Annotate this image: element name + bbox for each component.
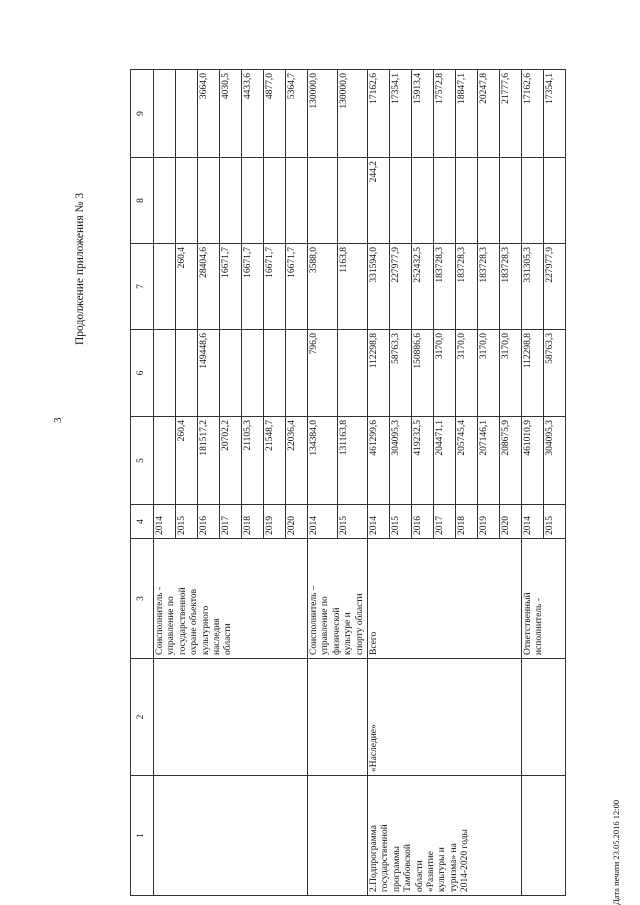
local-cell xyxy=(411,158,433,244)
total-cell: 304095,3 xyxy=(543,417,565,505)
table-row xyxy=(154,70,176,896)
regional-cell: 16671,7 xyxy=(286,244,308,330)
local-cell xyxy=(286,158,308,244)
other-cell: 15913,4 xyxy=(411,70,433,158)
regional-cell: 16671,7 xyxy=(264,244,286,330)
year-cell: 2017 xyxy=(433,505,455,539)
other-cell: 17354,1 xyxy=(543,70,565,158)
table-row xyxy=(367,70,389,896)
other-cell: 130000,0 xyxy=(308,70,338,158)
year-cell: 2018 xyxy=(455,505,477,539)
local-cell xyxy=(264,158,286,244)
column-header: 9 xyxy=(131,70,154,158)
total-cell: 21548,7 xyxy=(264,417,286,505)
subprogram-cell xyxy=(367,659,521,776)
other-cell: 17354,1 xyxy=(389,70,411,158)
federal-cell: 112298,8 xyxy=(521,330,543,417)
regional-cell: 183728,3 xyxy=(499,244,521,330)
regional-cell: 227977,9 xyxy=(543,244,565,330)
federal-cell: 3170,0 xyxy=(455,330,477,417)
total-cell xyxy=(154,417,176,505)
local-cell xyxy=(198,158,220,244)
executor-cell xyxy=(521,539,565,659)
local-cell: 244,2 xyxy=(367,158,389,244)
program-name-cell xyxy=(308,776,368,896)
other-cell: 17572,8 xyxy=(433,70,455,158)
other-cell xyxy=(176,70,198,158)
column-header: 4 xyxy=(131,505,154,539)
other-cell: 130000,0 xyxy=(337,70,367,158)
regional-cell: 331594,0 xyxy=(367,244,389,330)
federal-cell: 3170,0 xyxy=(477,330,499,417)
total-cell: 22036,4 xyxy=(286,417,308,505)
year-cell: 2014 xyxy=(154,505,176,539)
other-cell: 3664,0 xyxy=(198,70,220,158)
year-cell: 2020 xyxy=(499,505,521,539)
executor-cell xyxy=(308,539,368,659)
year-cell: 2014 xyxy=(367,505,389,539)
federal-cell: 3170,0 xyxy=(499,330,521,417)
document-title: Продолжение приложения № 3 xyxy=(74,192,86,345)
year-cell: 2015 xyxy=(389,505,411,539)
cell-text: Ответственный исполнитель - xyxy=(522,592,545,655)
federal-cell: 150886,6 xyxy=(411,330,433,417)
column-header: 2 xyxy=(131,659,154,776)
cell-text: Соисполнитель – управление по физической культуре и спорту области xyxy=(309,585,365,655)
other-cell: 4030,5 xyxy=(220,70,242,158)
total-cell: 461299,6 xyxy=(367,417,389,505)
total-cell: 131163,8 xyxy=(337,417,367,505)
regional-cell: 183728,3 xyxy=(455,244,477,330)
local-cell xyxy=(543,158,565,244)
local-cell xyxy=(308,158,338,244)
local-cell xyxy=(477,158,499,244)
program-name-cell xyxy=(154,776,308,896)
executor-cell xyxy=(367,539,521,659)
local-cell xyxy=(176,158,198,244)
local-cell xyxy=(337,158,367,244)
header-row xyxy=(131,70,154,896)
year-cell: 2019 xyxy=(264,505,286,539)
local-cell xyxy=(433,158,455,244)
year-cell: 2017 xyxy=(220,505,242,539)
regional-cell: 252432,5 xyxy=(411,244,433,330)
total-cell: 207146,1 xyxy=(477,417,499,505)
local-cell xyxy=(242,158,264,244)
total-cell: 20702,2 xyxy=(220,417,242,505)
federal-cell: 796,0 xyxy=(308,330,338,417)
federal-cell: 149448,6 xyxy=(198,330,220,417)
subprogram-cell xyxy=(308,659,368,776)
other-cell: 17162,6 xyxy=(521,70,543,158)
budget-table xyxy=(130,69,566,896)
other-cell: 21777,6 xyxy=(499,70,521,158)
year-cell: 2020 xyxy=(286,505,308,539)
federal-cell xyxy=(286,330,308,417)
year-cell: 2015 xyxy=(543,505,565,539)
other-cell: 17162,6 xyxy=(367,70,389,158)
local-cell xyxy=(389,158,411,244)
regional-cell: 1163,8 xyxy=(337,244,367,330)
total-cell: 204471,1 xyxy=(433,417,455,505)
page-number: 3 xyxy=(52,417,64,423)
total-cell: 461010,9 xyxy=(521,417,543,505)
federal-cell xyxy=(264,330,286,417)
other-cell: 4877,0 xyxy=(264,70,286,158)
cell-text: Соисполнитель - управление по государственной охране объектов культурного наследия области xyxy=(155,587,234,655)
federal-cell xyxy=(154,330,176,417)
other-cell: 4433,6 xyxy=(242,70,264,158)
cell-text: 2.Подпрограмма государственной программы Тамбовской области «Развитие культуры и туризма» на 2014-2020 годы xyxy=(368,824,471,892)
executor-cell xyxy=(154,539,308,659)
regional-cell xyxy=(154,244,176,330)
program-name-cell xyxy=(521,776,565,896)
year-cell: 2018 xyxy=(242,505,264,539)
regional-cell: 16671,7 xyxy=(242,244,264,330)
year-cell: 2016 xyxy=(411,505,433,539)
regional-cell: 260,4 xyxy=(176,244,198,330)
federal-cell: 58763,3 xyxy=(543,330,565,417)
total-cell: 205745,4 xyxy=(455,417,477,505)
regional-cell: 28404,6 xyxy=(198,244,220,330)
other-cell: 20247,8 xyxy=(477,70,499,158)
subprogram-cell xyxy=(154,659,308,776)
regional-cell: 183728,3 xyxy=(433,244,455,330)
regional-cell: 183728,3 xyxy=(477,244,499,330)
other-cell: 18847,1 xyxy=(455,70,477,158)
local-cell xyxy=(220,158,242,244)
column-header: 1 xyxy=(131,776,154,896)
regional-cell: 3588,0 xyxy=(308,244,338,330)
subprogram-cell xyxy=(521,659,565,776)
federal-cell xyxy=(242,330,264,417)
other-cell xyxy=(154,70,176,158)
total-cell: 304095,3 xyxy=(389,417,411,505)
cell-text: Всего xyxy=(368,631,379,655)
regional-cell: 331305,3 xyxy=(521,244,543,330)
year-cell: 2015 xyxy=(337,505,367,539)
column-header: 6 xyxy=(131,330,154,417)
program-name-cell xyxy=(367,776,521,896)
column-header: 8 xyxy=(131,158,154,244)
federal-cell xyxy=(337,330,367,417)
table-row xyxy=(308,70,338,896)
total-cell: 419232,5 xyxy=(411,417,433,505)
regional-cell: 227977,9 xyxy=(389,244,411,330)
other-cell: 5364,7 xyxy=(286,70,308,158)
local-cell xyxy=(154,158,176,244)
year-cell: 2015 xyxy=(176,505,198,539)
cell-text: «Наследие» xyxy=(368,724,379,772)
print-date: Дата печати 23.05.2016 12:00 xyxy=(611,799,621,905)
federal-cell xyxy=(220,330,242,417)
total-cell: 260,4 xyxy=(176,417,198,505)
federal-cell: 112298,8 xyxy=(367,330,389,417)
column-header: 7 xyxy=(131,244,154,330)
year-cell: 2014 xyxy=(308,505,338,539)
year-cell: 2014 xyxy=(521,505,543,539)
federal-cell: 58763,3 xyxy=(389,330,411,417)
total-cell: 21105,3 xyxy=(242,417,264,505)
total-cell: 181517,2 xyxy=(198,417,220,505)
table-row xyxy=(521,70,543,896)
total-cell: 134384,0 xyxy=(308,417,338,505)
regional-cell: 16671,7 xyxy=(220,244,242,330)
column-header: 5 xyxy=(131,417,154,505)
column-header: 3 xyxy=(131,539,154,659)
local-cell xyxy=(455,158,477,244)
federal-cell xyxy=(176,330,198,417)
local-cell xyxy=(499,158,521,244)
year-cell: 2019 xyxy=(477,505,499,539)
year-cell: 2016 xyxy=(198,505,220,539)
total-cell: 208675,9 xyxy=(499,417,521,505)
local-cell xyxy=(521,158,543,244)
federal-cell: 3170,0 xyxy=(433,330,455,417)
